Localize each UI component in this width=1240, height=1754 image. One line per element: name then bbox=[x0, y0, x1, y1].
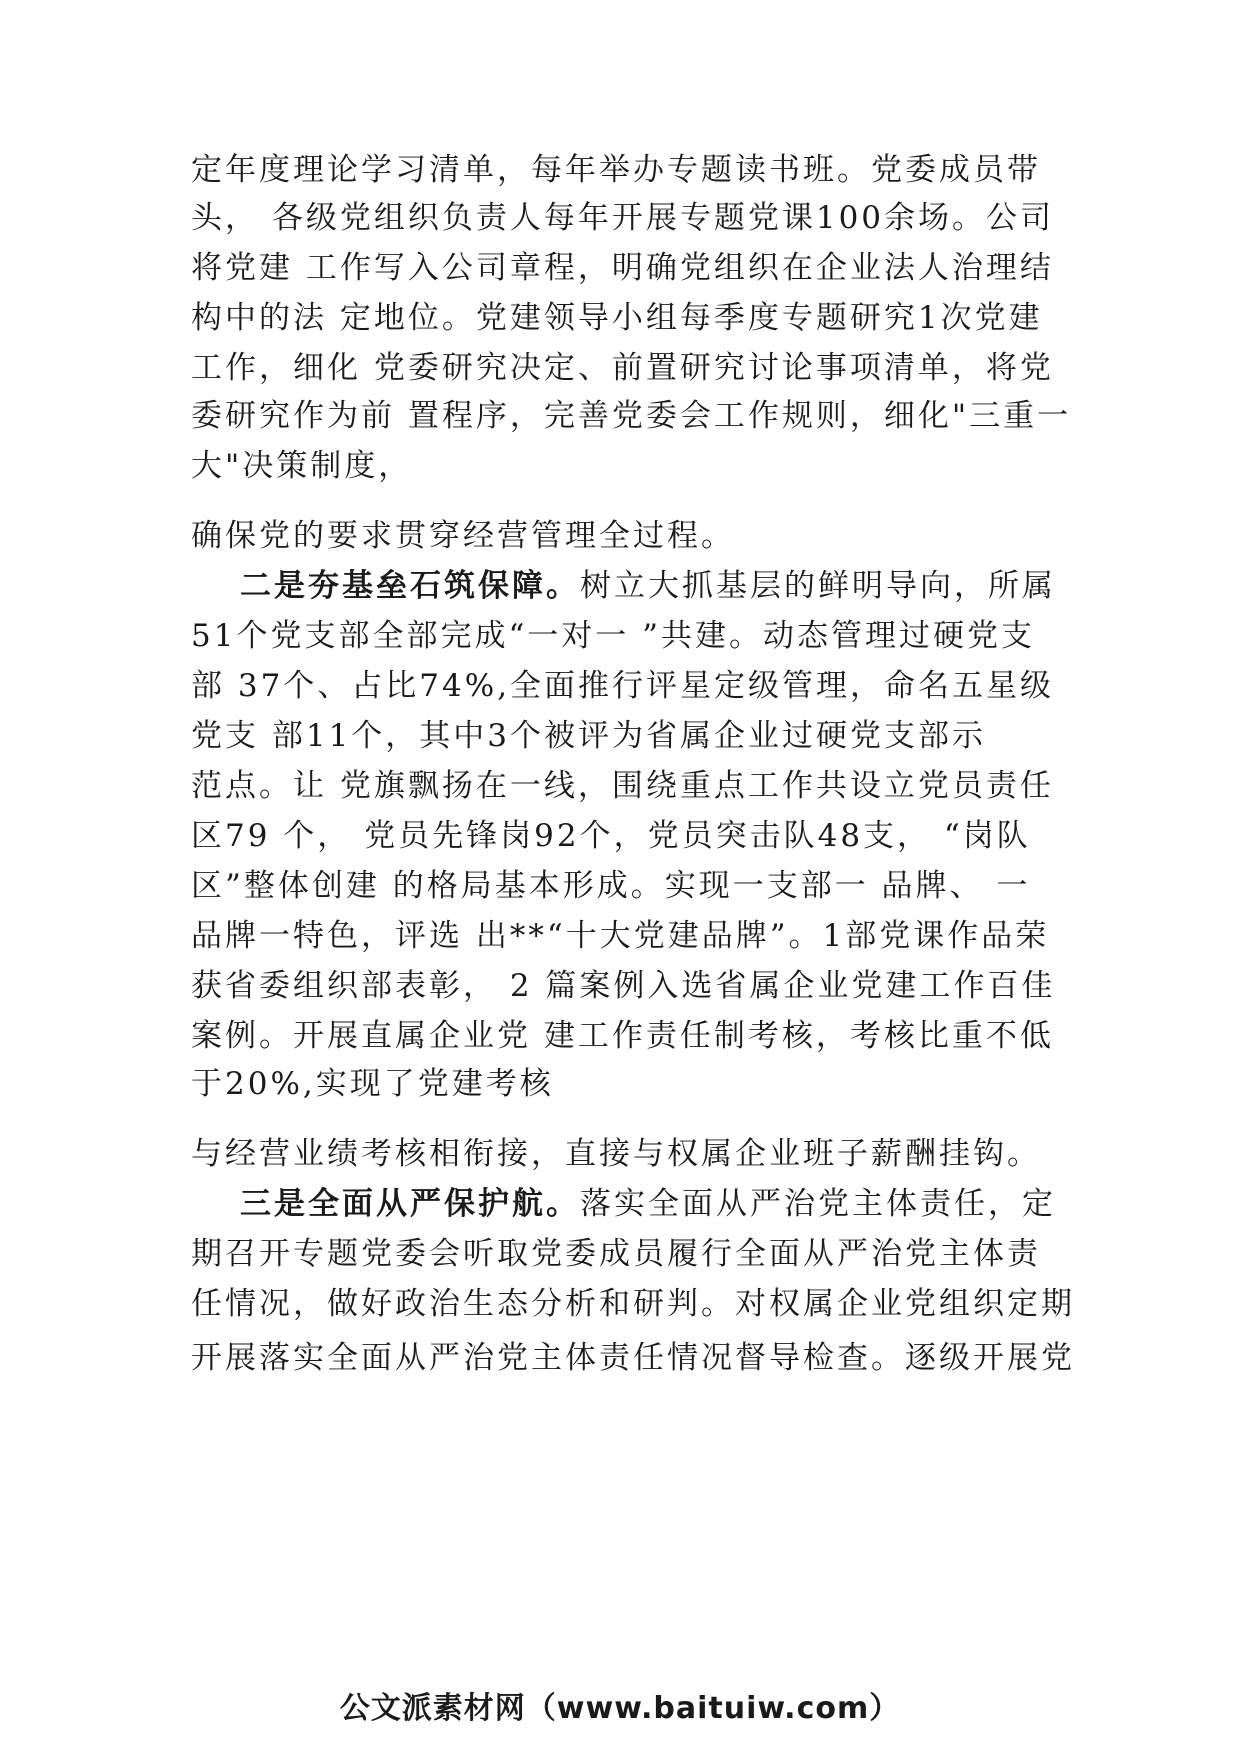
paragraph-3-first-line bbox=[240, 1184, 1056, 1224]
body-text-line: 区”整体创建 的格局基本形成。实现一支部一 品牌、 一 bbox=[191, 868, 1031, 904]
footer-watermark-text: 公文派素材网（www.baituiw.com） bbox=[339, 1691, 901, 1726]
body-text-line: 部 37个、占比74%,全面推行评星定级管理，命名五星级 bbox=[191, 668, 1055, 704]
section-heading-3: 三是全面从严保护航。 bbox=[240, 1186, 580, 1222]
body-text-line: 案例。开展直属企业党 建工作责任制考核，考核比重不低 bbox=[191, 1018, 1054, 1054]
body-text-line: 委研究作为前 置程序，完善党委会工作规则，细化"三重一 bbox=[191, 398, 1072, 434]
section-heading-2: 二是夯基垒石筑保障。 bbox=[240, 568, 580, 604]
body-text-line: 品牌一特色，评选 出**“十大党建品牌”。1部党课作品荣 bbox=[191, 918, 1050, 954]
body-text-line: 范点。让 党旗飘扬在一线，围绕重点工作共设立党员责任 bbox=[191, 768, 1054, 804]
body-text-line: 工作，细化 党委研究决定、前置研究讨论事项清单，将党 bbox=[191, 350, 1054, 386]
body-text-line: 大"决策制度， bbox=[191, 448, 413, 484]
body-text-line: 定年度理论学习清单，每年举办专题读书班。党委成员带 bbox=[191, 152, 1041, 188]
body-text-line: 确保党的要求贯穿经营管理全过程。 bbox=[191, 518, 735, 554]
body-text-line: 区79 个， 党员先锋岗92个，党员突击队48支， “岗队 bbox=[191, 818, 1031, 854]
paragraph-2-first-line bbox=[240, 566, 1056, 606]
body-text-line: 构中的法 定地位。党建领导小组每季度专题研究1次党建 bbox=[191, 300, 1043, 336]
body-text-line: 51个党支部全部完成“一对一 ”共建。动态管理过硬党支 bbox=[191, 618, 1035, 654]
body-text-line: 开展落实全面从严治党主体责任情况督导检查。逐级开展党 bbox=[191, 1340, 1075, 1376]
body-text-line: 任情况，做好政治生态分析和研判。对权属企业党组织定期 bbox=[191, 1286, 1075, 1322]
body-text-line: 获省委组织部表彰， 2 篇案例入选省属企业党建工作百佳 bbox=[191, 968, 1056, 1004]
body-text-line: 头， 各级党组织负责人每年开展专题党课100余场。公司 bbox=[191, 200, 1055, 236]
body-text-line: 落实全面从严治党主体责任，定 bbox=[580, 1186, 1056, 1222]
body-text-line: 党支 部11个，其中3个被评为省属企业过硬党支部示 bbox=[191, 718, 987, 754]
body-text-line: 于20%,实现了党建考核 bbox=[191, 1066, 554, 1102]
body-text-line: 与经营业绩考核相衔接，直接与权属企业班子薪酬挂钩。 bbox=[191, 1136, 1041, 1172]
body-text-line: 树立大抓基层的鲜明导向，所属 bbox=[580, 568, 1056, 604]
body-text-line: 将党建 工作写入公司章程，明确党组织在企业法人治理结 bbox=[191, 250, 1054, 286]
body-text-line: 期召开专题党委会听取党委成员履行全面从严治党主体责 bbox=[191, 1236, 1041, 1272]
